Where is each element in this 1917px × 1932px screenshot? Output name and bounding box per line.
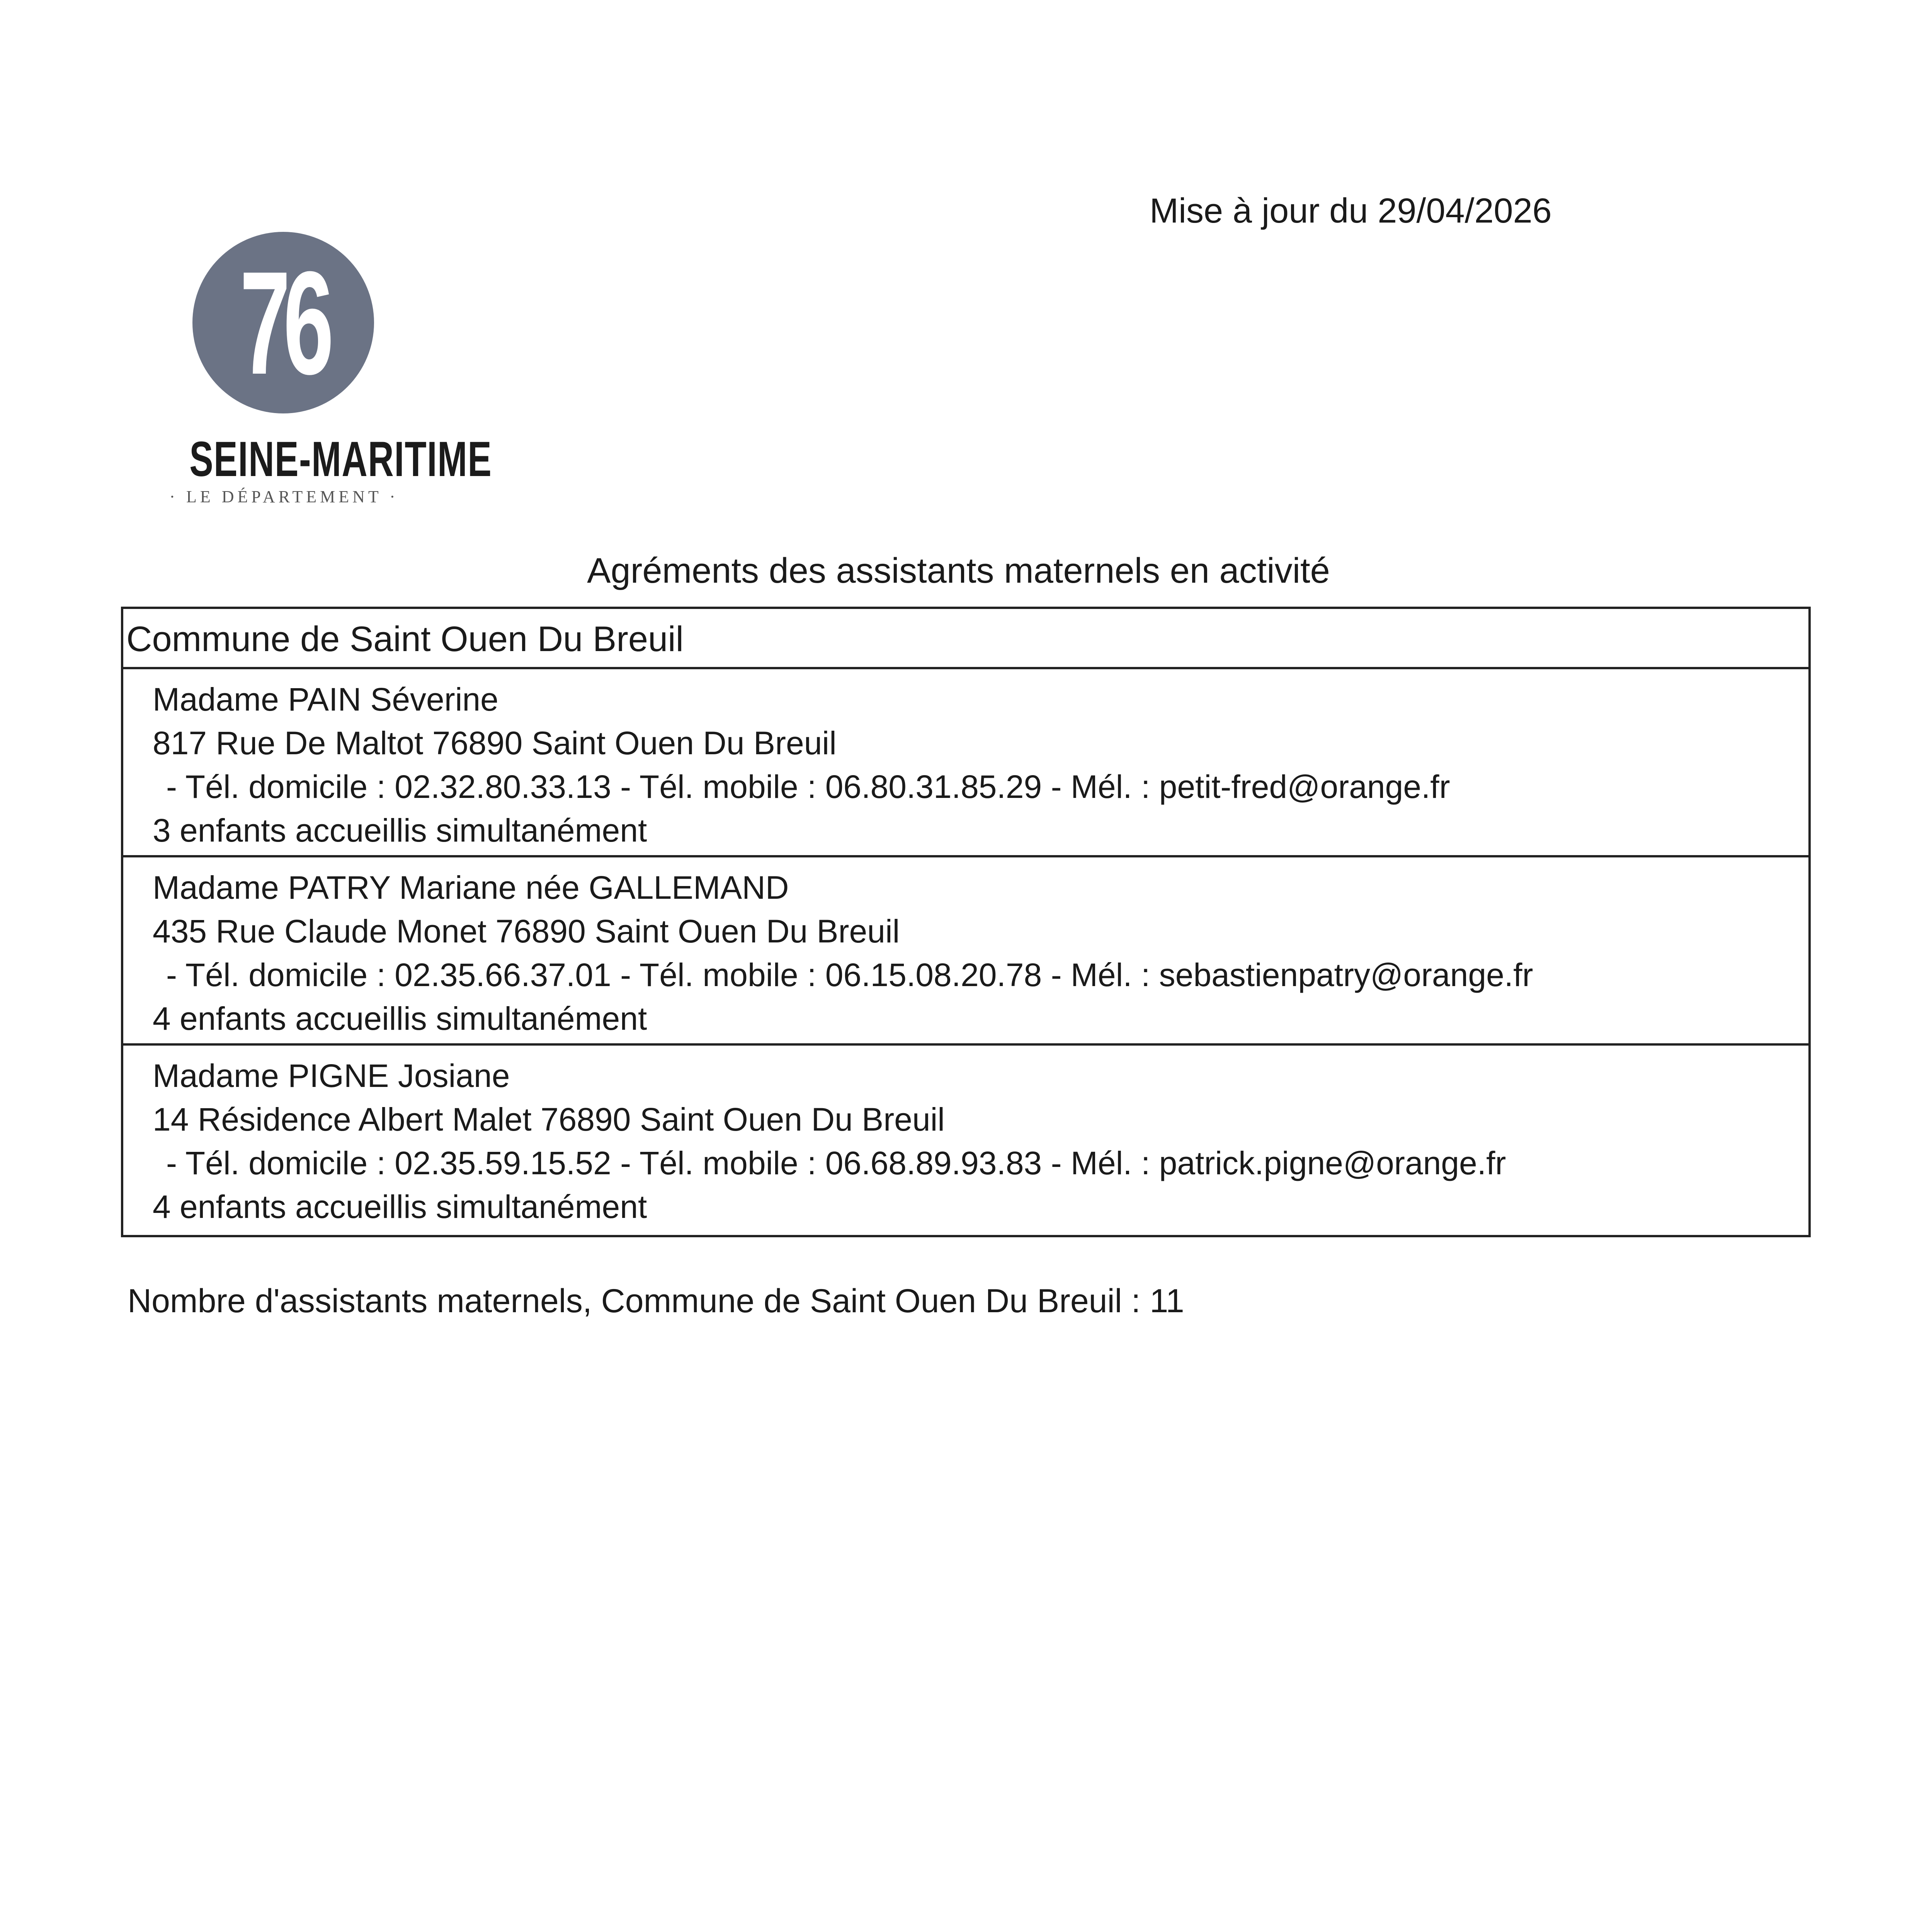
department-logo <box>153 232 492 510</box>
assistant-entry <box>123 669 1808 857</box>
logo-name: SEINE-MARITIME <box>189 432 492 487</box>
assistant-address: 435 Rue Claude Monet 76890 Saint Ouen Du Breuil <box>153 913 900 949</box>
assistant-contact: - Tél. domicile : 02.35.59.15.52 - Tél. mobile : 06.68.89.93.83 - Mél. : patrick.pigne@orange.fr <box>166 1145 1506 1181</box>
assistants-table <box>121 607 1811 1237</box>
assistant-capacity: 4 enfants accueillis simultanément <box>153 1189 647 1225</box>
assistant-entry <box>123 857 1808 1046</box>
assistant-address: 817 Rue De Maltot 76890 Saint Ouen Du Breuil <box>153 725 837 761</box>
assistant-capacity: 3 enfants accueillis simultanément <box>153 812 647 849</box>
assistant-capacity: 4 enfants accueillis simultanément <box>153 1000 647 1037</box>
update-date: Mise à jour du 29/04/2026 <box>1150 192 1552 230</box>
assistant-contact: - Tél. domicile : 02.32.80.33.13 - Tél. mobile : 06.80.31.85.29 - Mél. : petit-fred@orange.fr <box>166 769 1450 805</box>
assistant-name: Madame PAIN Séverine <box>153 681 498 718</box>
logo-number: 76 <box>240 240 327 405</box>
assistant-name: Madame PIGNE Josiane <box>153 1058 510 1094</box>
assistant-name: Madame PATRY Mariane née GALLEMAND <box>153 869 789 906</box>
logo-subtitle: · LE DÉPARTEMENT · <box>169 487 399 506</box>
assistant-count: Nombre d'assistants maternels, Commune de Saint Ouen Du Breuil : 11 <box>128 1282 1184 1320</box>
commune-header: Commune de Saint Ouen Du Breuil <box>123 609 1808 669</box>
assistant-contact: - Tél. domicile : 02.35.66.37.01 - Tél. mobile : 06.15.08.20.78 - Mél. : sebastienpatry@orange.fr <box>166 957 1533 993</box>
document-title: Agréments des assistants maternels en activité <box>587 551 1330 590</box>
assistant-address: 14 Résidence Albert Malet 76890 Saint Ouen Du Breuil <box>153 1101 945 1138</box>
assistant-entry <box>123 1046 1808 1235</box>
